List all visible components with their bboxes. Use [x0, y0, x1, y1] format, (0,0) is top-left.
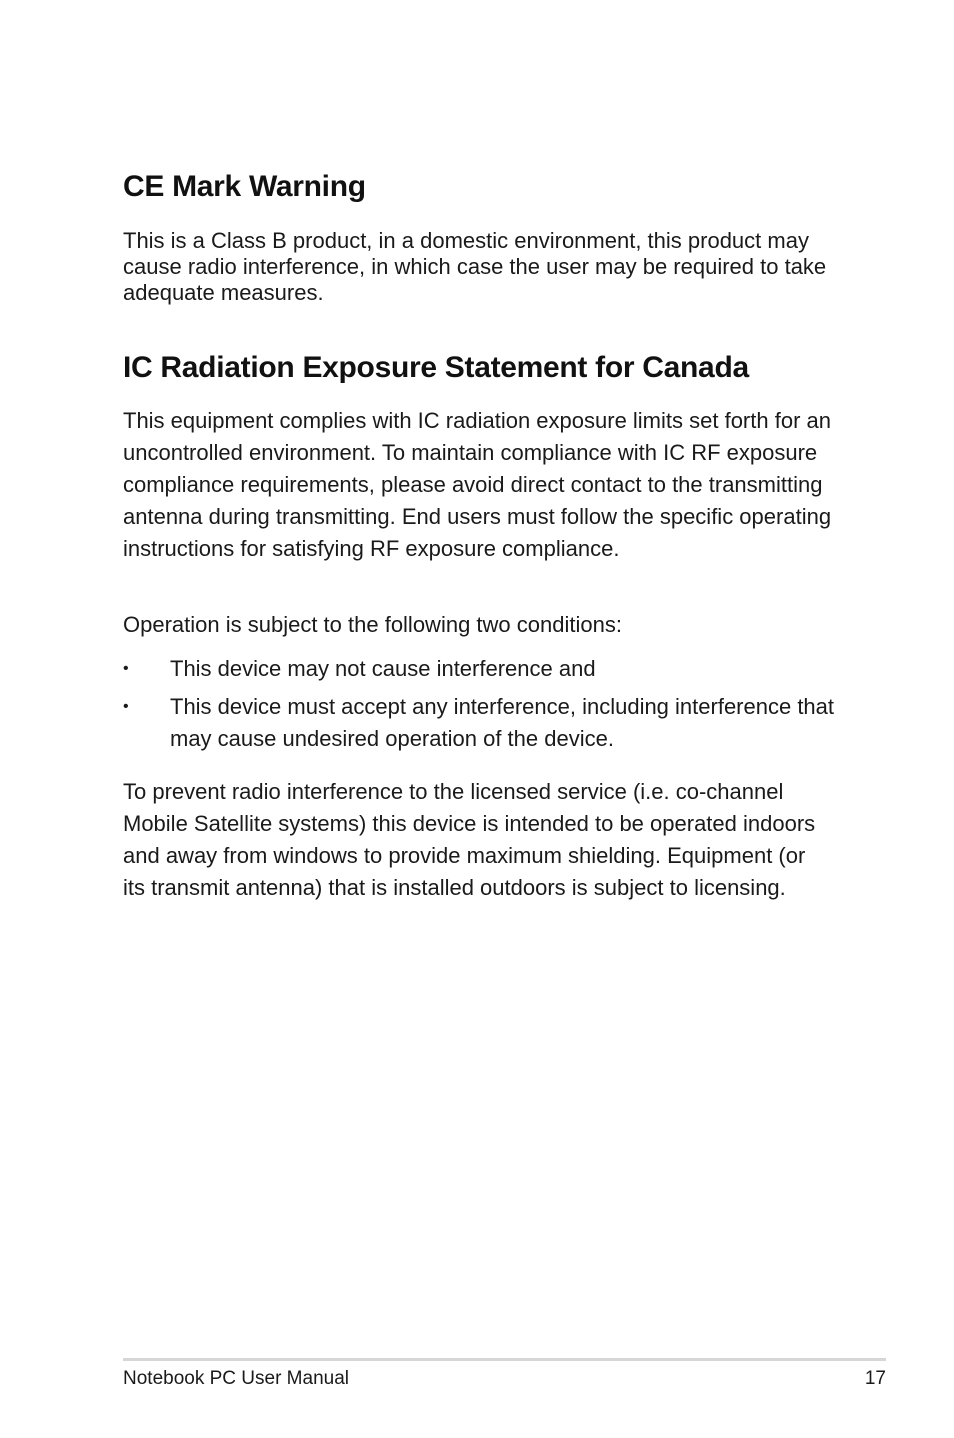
footer-title: Notebook PC User Manual [123, 1368, 349, 1389]
condition-text: This device must accept any interference, including interference that may cause undesired operation of the device. [170, 694, 835, 751]
ic-radiation-heading: IC Radiation Exposure Statement for Canada [123, 351, 749, 384]
footer-divider [123, 1358, 886, 1361]
page-number: 17 [864, 1368, 886, 1389]
list-item [123, 653, 845, 685]
bullet-icon: • [123, 660, 129, 677]
prevention-paragraph: To prevent radio interference to the licensed service (i.e. co-channel Mobile Satellite systems) this device is intended to be operated indoors and away from windows to provide maximum shielding. Equipment (or its transmit antenna) that is installed outdoors is subject to licensing. [123, 779, 816, 900]
bullet-icon: • [123, 698, 129, 715]
list-item [123, 691, 845, 755]
conditions-list [123, 653, 845, 761]
condition-text: This device may not cause interference and [170, 656, 596, 681]
conditions-intro: Operation is subject to the following two conditions: [123, 612, 622, 637]
ic-radiation-paragraph: This equipment complies with IC radiation exposure limits set forth for an uncontrolled environment. To maintain compliance with IC RF exposure compliance requirements, please avoid direct contact to the transmitting antenna during transmitting. End users must follow the specific operating instructions for satisfying RF exposure compliance. [123, 408, 832, 561]
ce-mark-paragraph: This is a Class B product, in a domestic environment, this product may cause radio interference, in which case the user may be required to take adequate measures. [123, 228, 827, 305]
ce-mark-heading: CE Mark Warning [123, 170, 366, 203]
